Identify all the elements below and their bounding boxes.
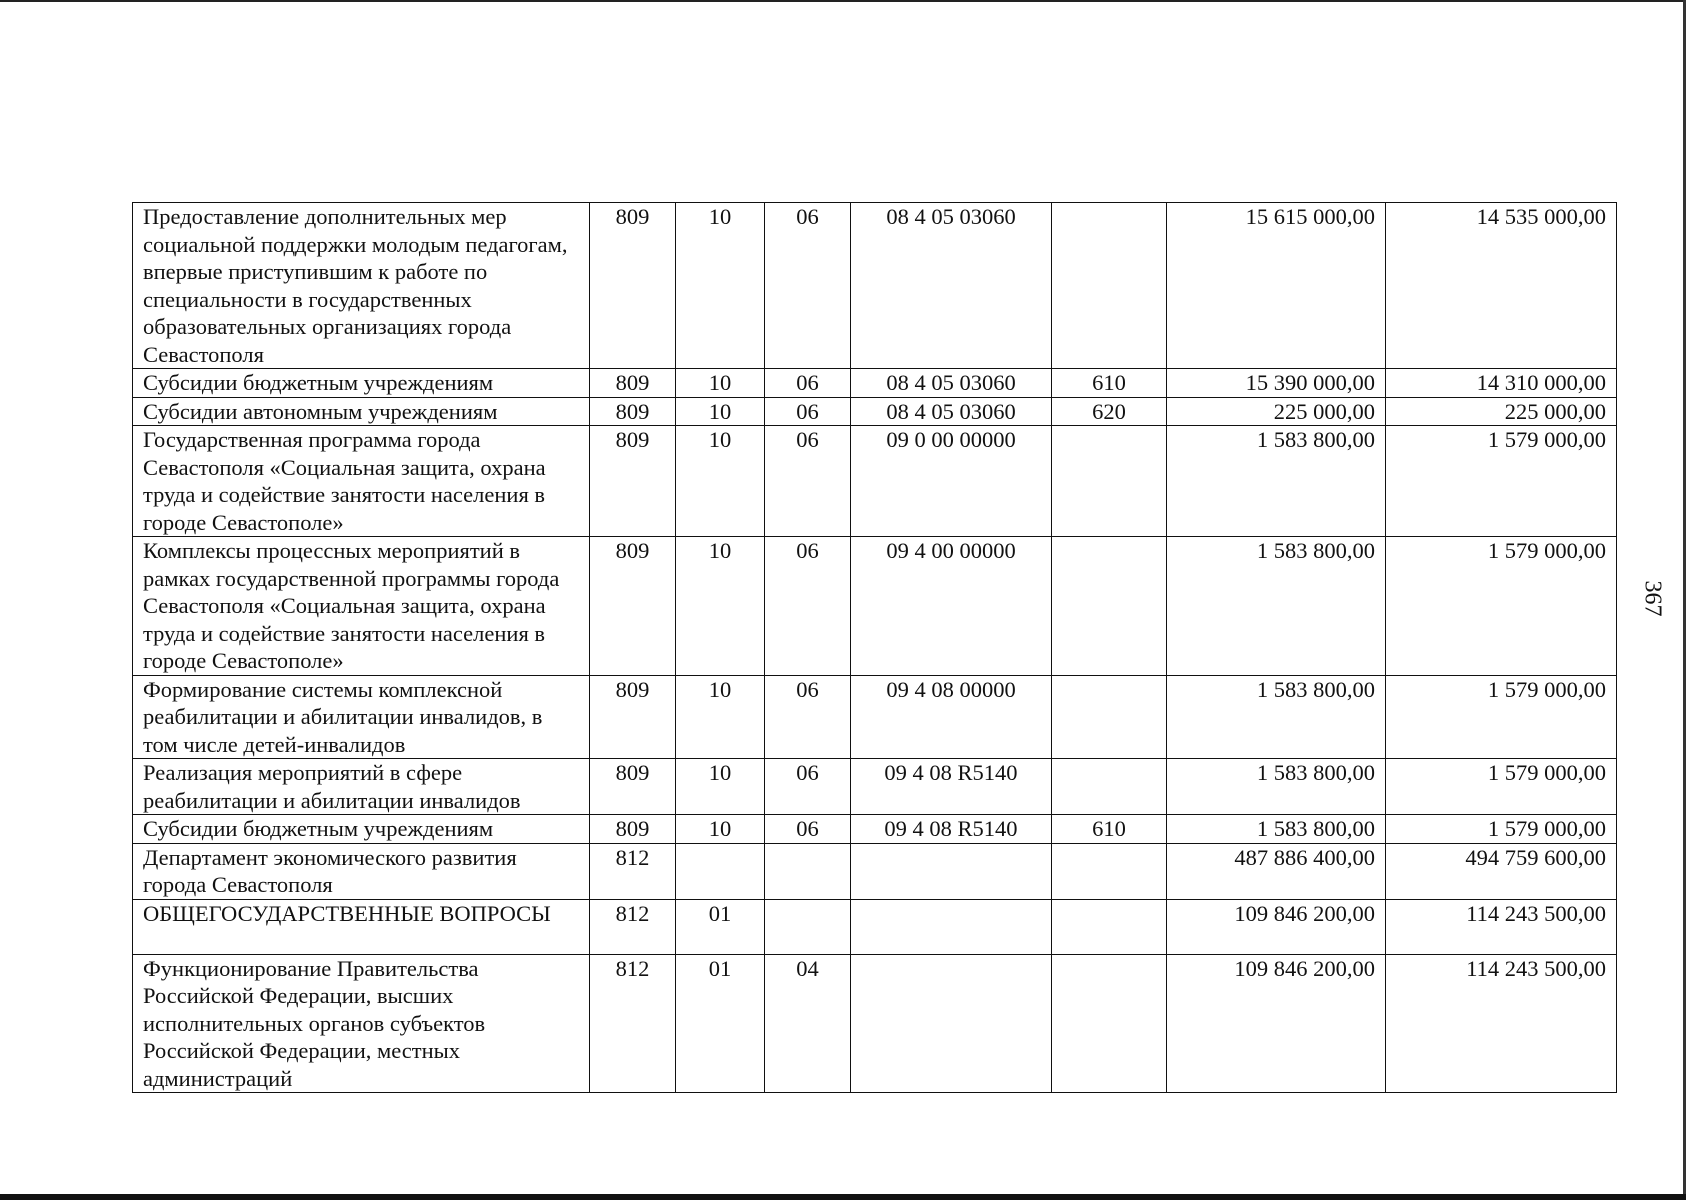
sum-year1-cell: 1 583 800,00: [1167, 426, 1386, 537]
sum-year1-cell: 15 390 000,00: [1167, 369, 1386, 398]
sum-year2-cell: 1 579 000,00: [1386, 675, 1617, 759]
section-cell: 10: [676, 426, 765, 537]
subsection-cell: 06: [765, 675, 851, 759]
sum-year1-cell: 487 886 400,00: [1167, 843, 1386, 899]
subsection-cell: [765, 843, 851, 899]
subsection-cell: 06: [765, 537, 851, 676]
scan-border-top: [0, 0, 1686, 2]
sum-year1-cell: 15 615 000,00: [1167, 203, 1386, 369]
expense-type-cell: [1052, 537, 1167, 676]
grbs-cell: 809: [590, 426, 676, 537]
subsection-cell: 06: [765, 203, 851, 369]
row-name-cell: Государственная программа города Севастополя «Социальная защита, охрана труда и содействие занятости населения в городе Севастополе»: [133, 426, 590, 537]
row-name-cell: Предоставление дополнительных мер социальной поддержки молодым педагогам, впервые приступившим к работе по специальности в государственных образовательных организациях города Севастополя: [133, 203, 590, 369]
expense-type-cell: [1052, 203, 1167, 369]
row-name-cell: Формирование системы комплексной реабилитации и абилитации инвалидов, в том числе детей-инвалидов: [133, 675, 590, 759]
table-row: [133, 537, 1617, 676]
table-row: [133, 954, 1617, 1093]
section-cell: 10: [676, 759, 765, 815]
section-cell: 10: [676, 203, 765, 369]
section-cell: 10: [676, 675, 765, 759]
sum-year2-cell: 1 579 000,00: [1386, 815, 1617, 844]
grbs-cell: 809: [590, 537, 676, 676]
target-article-cell: 09 0 00 00000: [851, 426, 1052, 537]
grbs-cell: 809: [590, 397, 676, 426]
target-article-cell: [851, 954, 1052, 1093]
expense-type-cell: [1052, 759, 1167, 815]
row-name-cell: Департамент экономического развития города Севастополя: [133, 843, 590, 899]
sum-year2-cell: 14 310 000,00: [1386, 369, 1617, 398]
expense-type-cell: [1052, 954, 1167, 1093]
grbs-cell: 809: [590, 675, 676, 759]
expense-type-cell: [1052, 899, 1167, 954]
sum-year1-cell: 225 000,00: [1167, 397, 1386, 426]
sum-year2-cell: 114 243 500,00: [1386, 899, 1617, 954]
target-article-cell: 09 4 08 R5140: [851, 759, 1052, 815]
target-article-cell: 09 4 00 00000: [851, 537, 1052, 676]
scan-border-bottom: [0, 1194, 1686, 1200]
sum-year1-cell: 1 583 800,00: [1167, 815, 1386, 844]
sum-year1-cell: 1 583 800,00: [1167, 759, 1386, 815]
table-row: [133, 426, 1617, 537]
table-row: [133, 397, 1617, 426]
target-article-cell: 08 4 05 03060: [851, 203, 1052, 369]
grbs-cell: 809: [590, 369, 676, 398]
row-name-cell: Реализация мероприятий в сфере реабилитации и абилитации инвалидов: [133, 759, 590, 815]
sum-year1-cell: 109 846 200,00: [1167, 954, 1386, 1093]
table-row: [133, 675, 1617, 759]
expense-type-cell: [1052, 843, 1167, 899]
target-article-cell: [851, 899, 1052, 954]
section-cell: 01: [676, 954, 765, 1093]
expense-type-cell: 610: [1052, 815, 1167, 844]
expense-type-cell: [1052, 675, 1167, 759]
section-cell: [676, 843, 765, 899]
section-cell: 10: [676, 369, 765, 398]
section-cell: 10: [676, 397, 765, 426]
section-cell: 10: [676, 815, 765, 844]
grbs-cell: 812: [590, 899, 676, 954]
row-name-cell: Субсидии бюджетным учреждениям: [133, 369, 590, 398]
target-article-cell: 08 4 05 03060: [851, 369, 1052, 398]
target-article-cell: 08 4 05 03060: [851, 397, 1052, 426]
sum-year2-cell: 114 243 500,00: [1386, 954, 1617, 1093]
subsection-cell: 06: [765, 369, 851, 398]
row-name-cell: Комплексы процессных мероприятий в рамках государственной программы города Севастополя «Социальная защита, охрана труда и содействие занятости населения в городе Севастополе»: [133, 537, 590, 676]
sum-year2-cell: 225 000,00: [1386, 397, 1617, 426]
table-row: [133, 203, 1617, 369]
sum-year2-cell: 14 535 000,00: [1386, 203, 1617, 369]
sum-year1-cell: 109 846 200,00: [1167, 899, 1386, 954]
section-cell: 10: [676, 537, 765, 676]
sum-year2-cell: 1 579 000,00: [1386, 426, 1617, 537]
subsection-cell: 06: [765, 759, 851, 815]
expense-type-cell: 610: [1052, 369, 1167, 398]
subsection-cell: 04: [765, 954, 851, 1093]
row-name-cell: Субсидии бюджетным учреждениям: [133, 815, 590, 844]
target-article-cell: 09 4 08 00000: [851, 675, 1052, 759]
subsection-cell: 06: [765, 426, 851, 537]
subsection-cell: 06: [765, 397, 851, 426]
expense-type-cell: 620: [1052, 397, 1167, 426]
subsection-cell: 06: [765, 815, 851, 844]
sum-year1-cell: 1 583 800,00: [1167, 537, 1386, 676]
table-row: [133, 759, 1617, 815]
sum-year2-cell: 1 579 000,00: [1386, 759, 1617, 815]
row-name-cell: ОБЩЕГОСУДАРСТВЕННЫЕ ВОПРОСЫ: [133, 899, 590, 954]
table-row: [133, 899, 1617, 954]
table-row: [133, 369, 1617, 398]
grbs-cell: 809: [590, 203, 676, 369]
row-name-cell: Функционирование Правительства Российской Федерации, высших исполнительных органов субъектов Российской Федерации, местных администраций: [133, 954, 590, 1093]
sum-year1-cell: 1 583 800,00: [1167, 675, 1386, 759]
table-row: [133, 815, 1617, 844]
grbs-cell: 809: [590, 815, 676, 844]
sum-year2-cell: 494 759 600,00: [1386, 843, 1617, 899]
section-cell: 01: [676, 899, 765, 954]
expense-type-cell: [1052, 426, 1167, 537]
page-number: 367: [1639, 580, 1666, 617]
grbs-cell: 812: [590, 954, 676, 1093]
table-row: [133, 843, 1617, 899]
subsection-cell: [765, 899, 851, 954]
row-name-cell: Субсидии автономным учреждениям: [133, 397, 590, 426]
grbs-cell: 809: [590, 759, 676, 815]
sum-year2-cell: 1 579 000,00: [1386, 537, 1617, 676]
grbs-cell: 812: [590, 843, 676, 899]
target-article-cell: [851, 843, 1052, 899]
budget-table: [132, 202, 1617, 1093]
target-article-cell: 09 4 08 R5140: [851, 815, 1052, 844]
